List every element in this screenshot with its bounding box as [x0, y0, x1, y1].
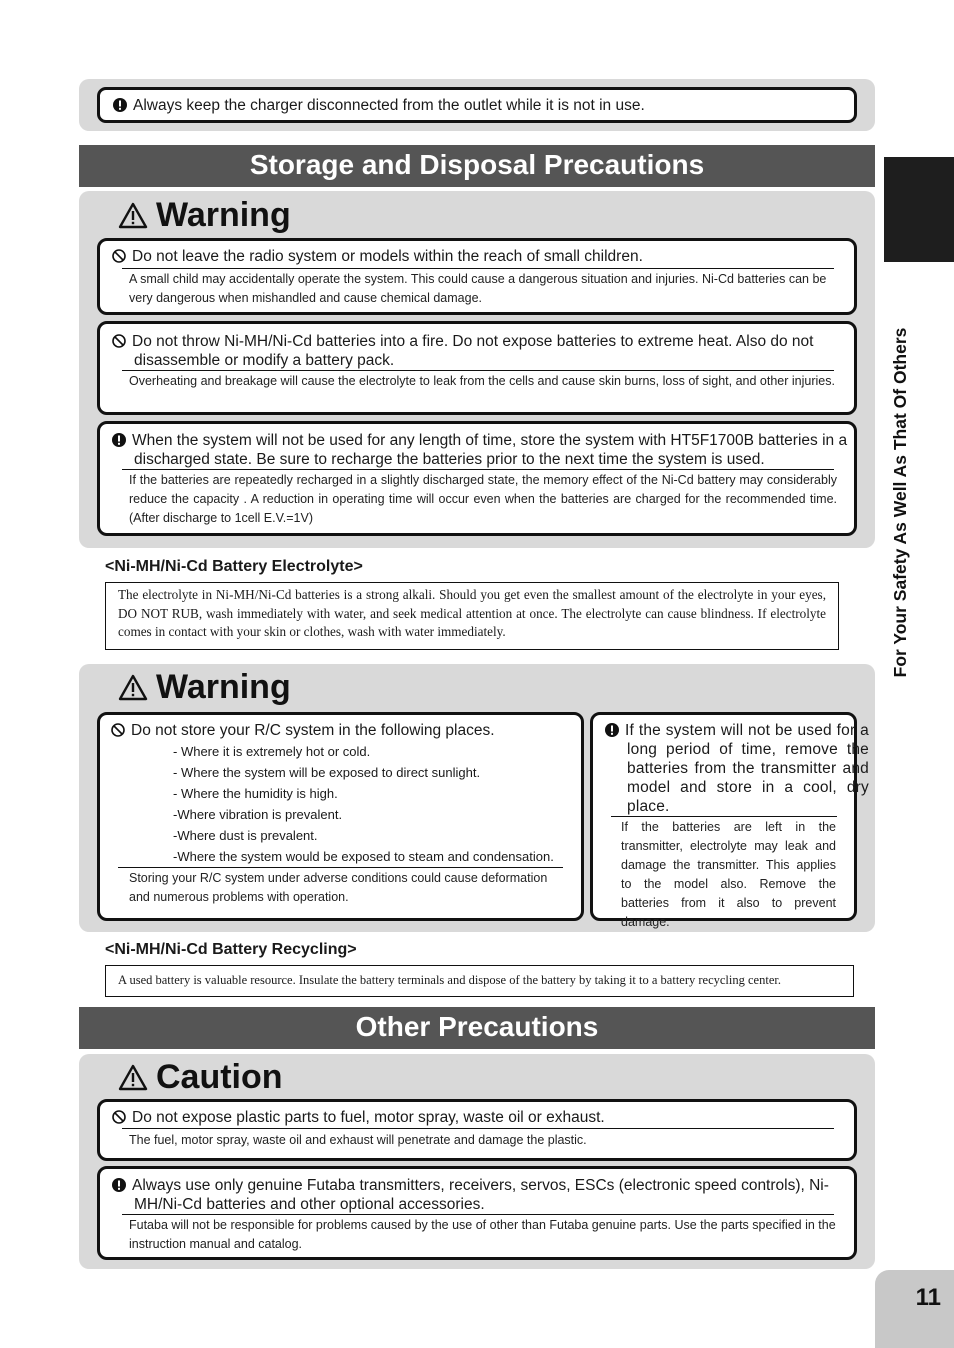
- warning-label: Warning: [156, 195, 291, 234]
- warning-title-2: [118, 667, 291, 707]
- electrolyte-heading: <Ni-MH/Ni-Cd Battery Electrolyte>: [105, 558, 363, 575]
- prohibited-icon: [111, 723, 125, 737]
- fire-warning-detail: Overheating and breakage will cause the electrolyte to leak from the cells and cause skin burns, loss of sight, and other injuries.: [129, 374, 835, 388]
- mandatory-icon: [112, 433, 126, 447]
- children-warning-text: Do not leave the radio system or models within the reach of small children.: [132, 248, 643, 265]
- storage-places-list: [173, 741, 573, 867]
- recycling-heading: <Ni-MH/Ni-Cd Battery Recycling>: [105, 941, 357, 958]
- children-warning-detail: A small child may accidentally operate the system. This could cause a dangerous situation and injuries. Ni-Cd batteries can be very dangerous when mishandled and cause chemical damage.: [129, 272, 827, 305]
- section-header-other: Other Precautions: [79, 1007, 875, 1049]
- mandatory-icon: [605, 723, 619, 737]
- caution-box-genuine: [97, 1166, 857, 1260]
- electrolyte-text: The electrolyte in Ni-MH/Ni-Cd batteries is a strong alkali. Should you get even the smallest amount of the electrolyte in your eyes, DO NOT RUB, wash immediately with water, and seek medical attention at once. The electrolyte can cause blindness. If electrolyte comes in contact with your skin or clothes, wash with water immediately.: [118, 587, 826, 639]
- discharged-storage-detail: If the batteries are repeatedly recharged in a slightly discharged state, the memory effect of the Ni-Cd battery may considerably reduce the capacity . A reduction in operating time will occur even when the batteries are charged for the recommended time. (After discharge to 1cell E.V.=1V): [129, 473, 837, 525]
- recycling-box: [105, 965, 854, 997]
- warning-box-remove-batteries: [590, 712, 869, 929]
- warning-title-1: [118, 195, 291, 235]
- genuine-parts-text: Always use only genuine Futaba transmitters, receivers, servos, ESCs (electronic speed controls), Ni-MH/Ni-Cd batteries and other optional accessories.: [132, 1177, 829, 1213]
- warning-triangle-icon: [118, 674, 148, 701]
- remove-batteries-detail: If the batteries are left in the transmitter, electrolyte may leak and damage the transmitter. This applies to the model also. Remove the batteries from it also to prevent damage.: [621, 820, 836, 929]
- caution-label: Caution: [156, 1057, 283, 1096]
- storage-places-detail: Storing your R/C system under adverse conditions could cause deformation and numerous problems with operation.: [129, 871, 548, 904]
- list-item: -Where the system would be exposed to steam and condensation.: [173, 849, 554, 864]
- list-item: - Where the humidity is high.: [173, 786, 338, 801]
- page-number: 11: [915, 1284, 941, 1311]
- mandatory-icon: [112, 1178, 126, 1192]
- caution-title: [118, 1057, 283, 1097]
- caution-box-plastic: [97, 1099, 857, 1161]
- section-header-storage: Storage and Disposal Precautions: [79, 145, 875, 187]
- side-tab-black: [884, 157, 954, 262]
- recycling-text: A used battery is valuable resource. Insulate the battery terminals and dispose of the battery by taking it to a battery recycling center.: [118, 973, 781, 987]
- top-notice-text: Always keep the charger disconnected from the outlet while it is not in use.: [133, 97, 645, 114]
- electrolyte-box: [105, 582, 839, 650]
- warning-triangle-icon: [118, 202, 148, 229]
- fire-warning-text: Do not throw Ni-MH/Ni-Cd batteries into a fire. Do not expose batteries to extreme heat. Also do not disassemble or modify a battery pack.: [132, 333, 814, 369]
- warning-box-storage-places: [97, 712, 584, 921]
- prohibited-icon: [112, 249, 126, 263]
- remove-batteries-text: If the system will not be used for a long period of time, remove the batteries from the transmitter and model and store in a cool, dry place.: [625, 722, 869, 815]
- side-tab-text: For Your Safety As Well As That Of Others: [890, 327, 910, 678]
- prohibited-icon: [112, 1110, 126, 1124]
- storage-places-text: Do not store your R/C system in the following places.: [131, 722, 495, 739]
- page-number-tab: [875, 1270, 954, 1348]
- mandatory-icon: [113, 98, 127, 112]
- plastic-caution-detail: The fuel, motor spray, waste oil and exhaust will penetrate and damage the plastic.: [129, 1133, 587, 1147]
- list-item: - Where the system will be exposed to direct sunlight.: [173, 765, 481, 780]
- warning-box-children: [97, 238, 857, 315]
- list-item: -Where dust is prevalent.: [173, 828, 318, 843]
- genuine-parts-detail: Futaba will not be responsible for problems caused by the use of other than Futaba genuine parts. Use the parts specified in the instruction manual and catalog.: [129, 1218, 836, 1251]
- discharged-storage-text: When the system will not be used for any length of time, store the system with HT5F1700B batteries in a discharged state. Be sure to recharge the batteries prior to the next time the system is used.: [132, 432, 848, 468]
- warning-box-storage-discharged: [97, 421, 857, 536]
- warning-triangle-icon: [118, 1064, 148, 1091]
- top-notice-box: [97, 87, 857, 123]
- plastic-caution-text: Do not expose plastic parts to fuel, motor spray, waste oil or exhaust.: [132, 1109, 605, 1126]
- warning-box-fire: [97, 321, 857, 415]
- list-item: -Where vibration is prevalent.: [173, 807, 343, 822]
- list-item: - Where it is extremely hot or cold.: [173, 744, 371, 759]
- prohibited-icon: [112, 334, 126, 348]
- warning-label: Warning: [156, 667, 291, 706]
